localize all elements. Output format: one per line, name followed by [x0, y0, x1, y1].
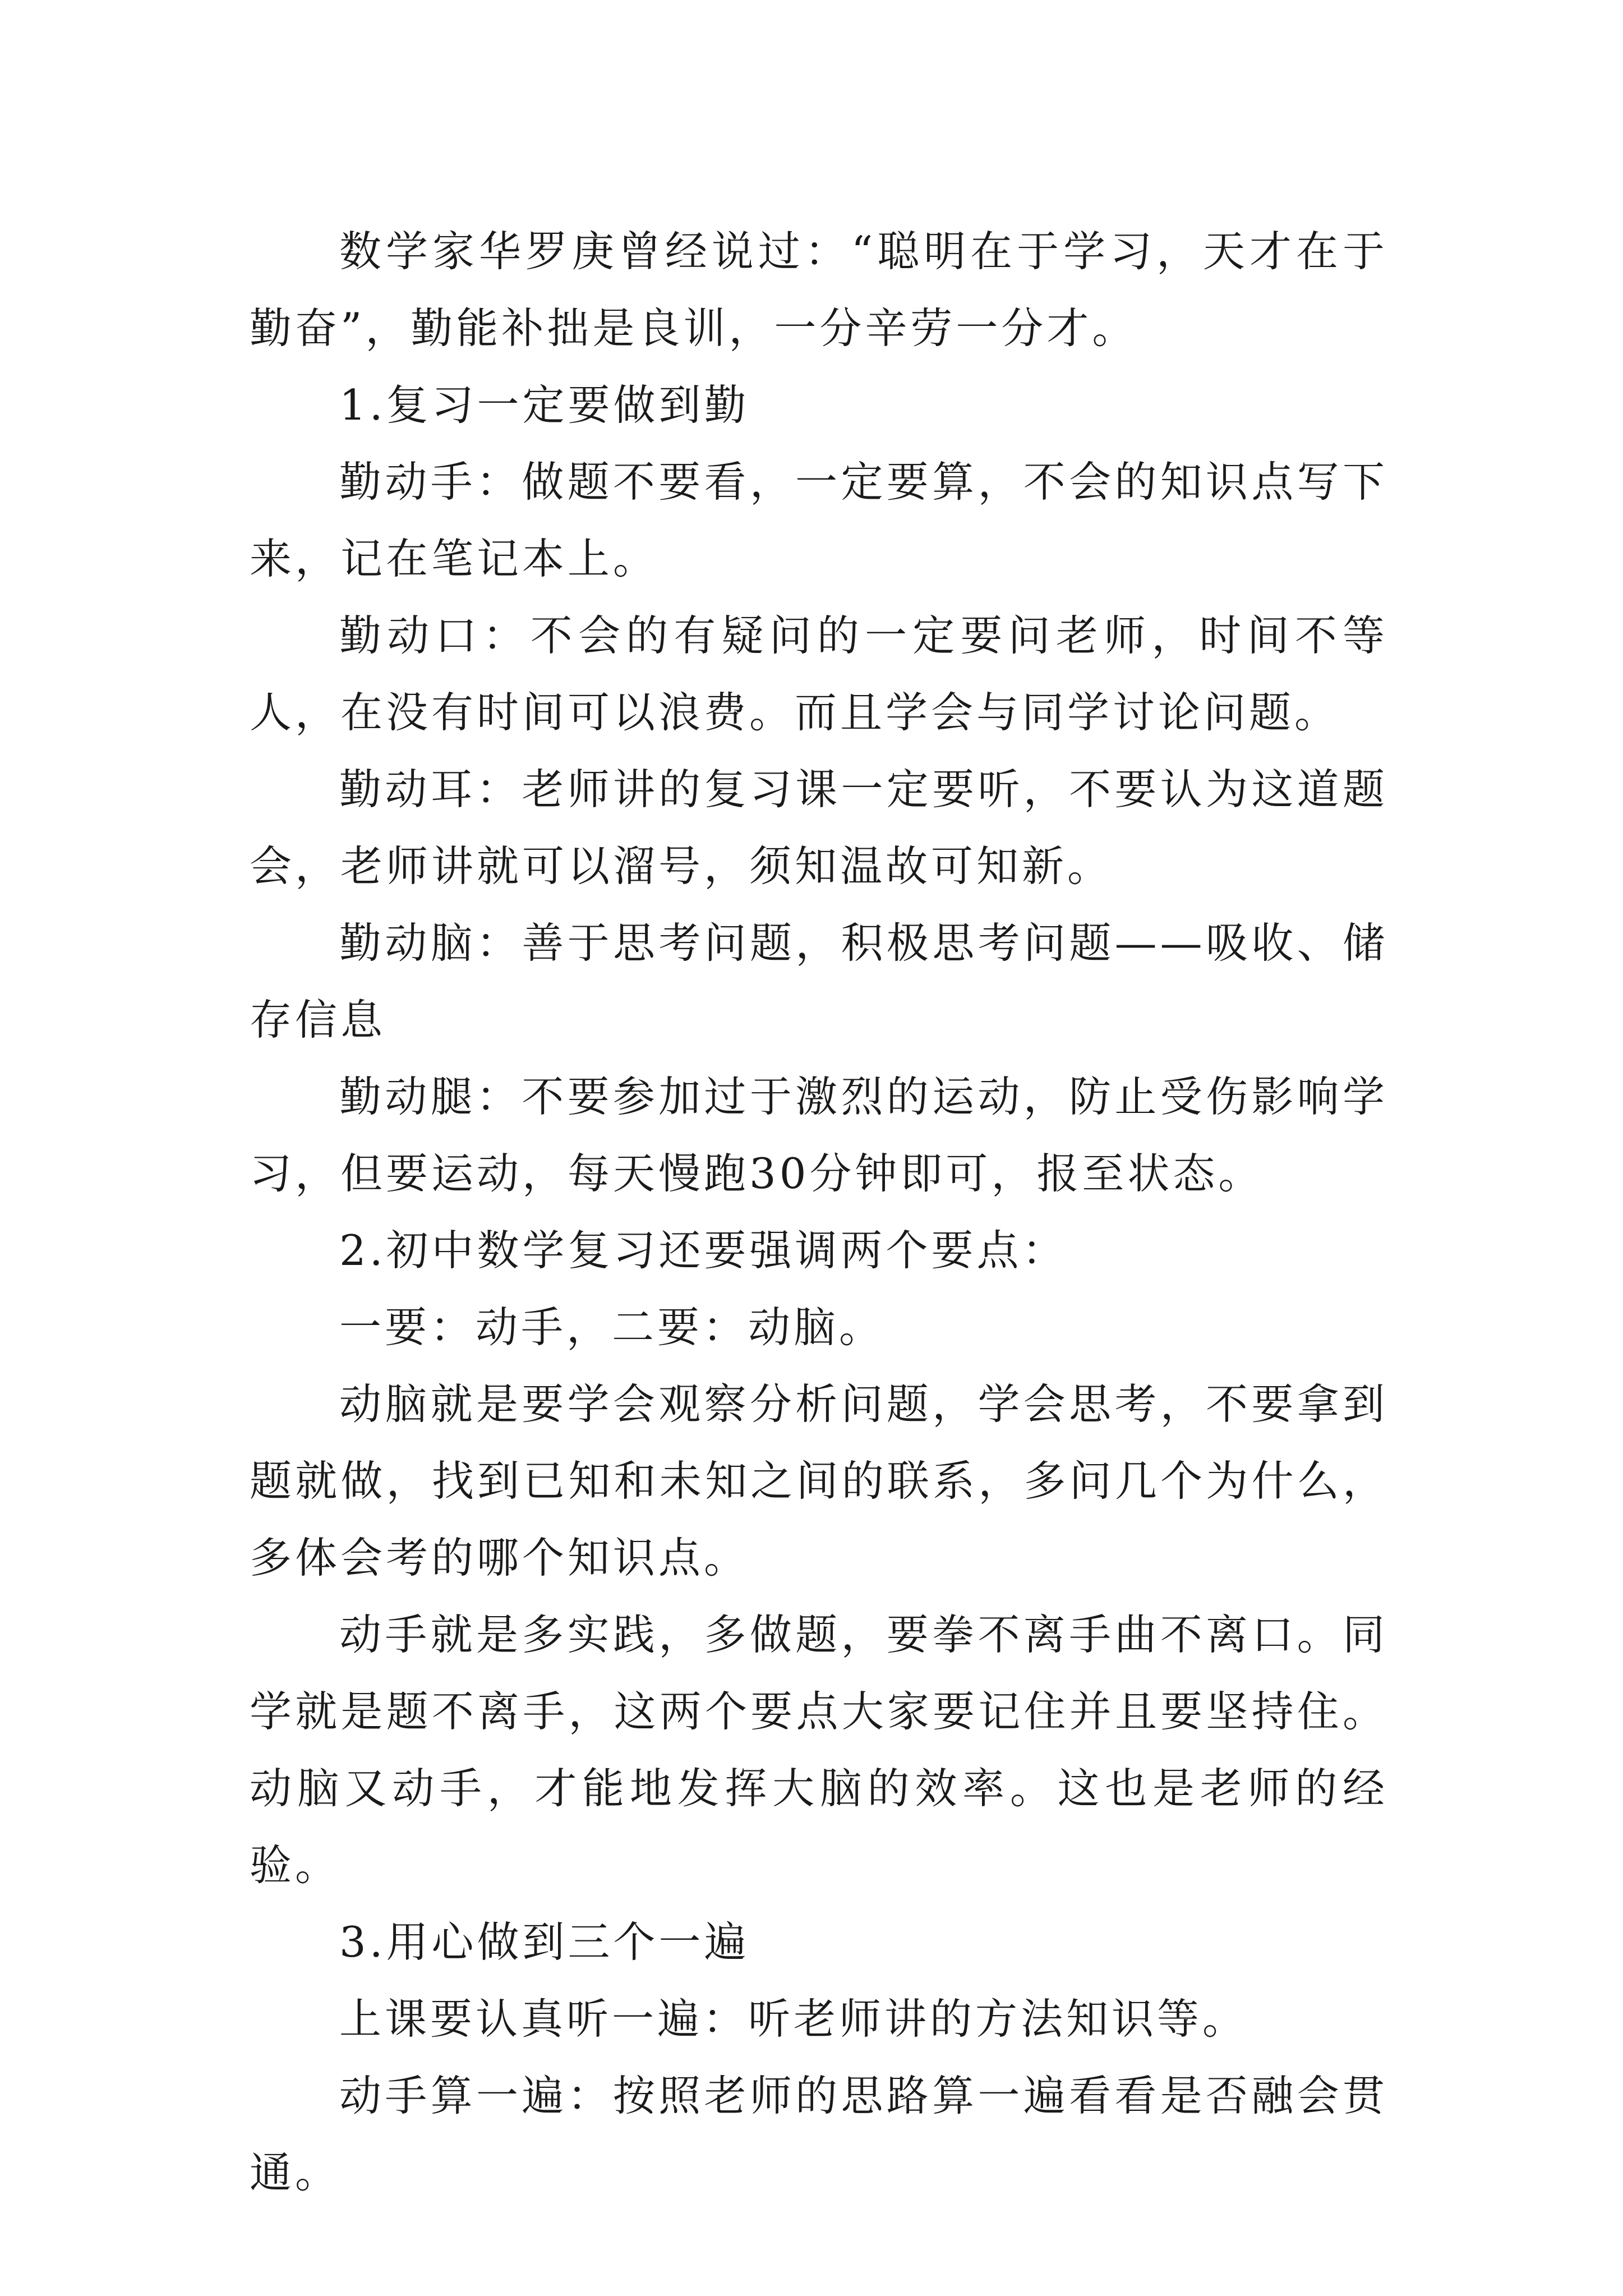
paragraph-calculate-once: 动手算一遍：按照老师的思路算一遍看看是否融会贯通。 — [250, 2071, 1388, 2197]
paragraph-listen-once: 上课要认真听一遍：听老师讲的方法知识等。 — [339, 1994, 1248, 2044]
heading-section-1: 1.复习一定要做到勤 — [339, 380, 750, 430]
paragraph-intro: 数学家华罗庚曾经说过：“聪明在于学习，天才在于勤奋”，勤能补拙是良训，一分辛劳一分才。 — [250, 227, 1388, 353]
heading-section-3: 3.用心做到三个一遍 — [339, 1917, 750, 1967]
paragraph-mouth: 勤动口：不会的有疑问的一定要问老师，时间不等人，在没有时间可以浪费。而且学会与同学讨论问题。 — [250, 611, 1388, 737]
document-body — [250, 213, 1388, 2211]
paragraph-legs: 勤动腿：不要参加过于激烈的运动，防止受伤影响学习，但要运动，每天慢跑30分钟即可，报至状态。 — [250, 1072, 1388, 1198]
paragraph-two-points: 一要：动手，二要：动脑。 — [339, 1303, 885, 1352]
paragraph-ears: 勤动耳：老师讲的复习课一定要听，不要认为这道题会，老师讲就可以溜号，须知温故可知新。 — [250, 765, 1388, 891]
heading-section-2: 2.初中数学复习还要强调两个要点： — [339, 1226, 1068, 1275]
paragraph-hands: 勤动手：做题不要看，一定要算，不会的知识点写下来，记在笔记本上。 — [250, 457, 1388, 583]
paragraph-use-brain: 动脑就是要学会观察分析问题，学会思考，不要拿到题就做，找到已知和未知之间的联系，多问几个为什么，多体会考的哪个知识点。 — [250, 1379, 1388, 1582]
paragraph-use-hands: 动手就是多实践，多做题，要拳不离手曲不离口。同学就是题不离手，这两个要点大家要记住并且要坚持住。动脑又动手，才能地发挥大脑的效率。这也是老师的经验。 — [250, 1610, 1388, 1890]
paragraph-brain: 勤动脑：善于思考问题，积极思考问题——吸收、储存信息 — [250, 918, 1388, 1045]
